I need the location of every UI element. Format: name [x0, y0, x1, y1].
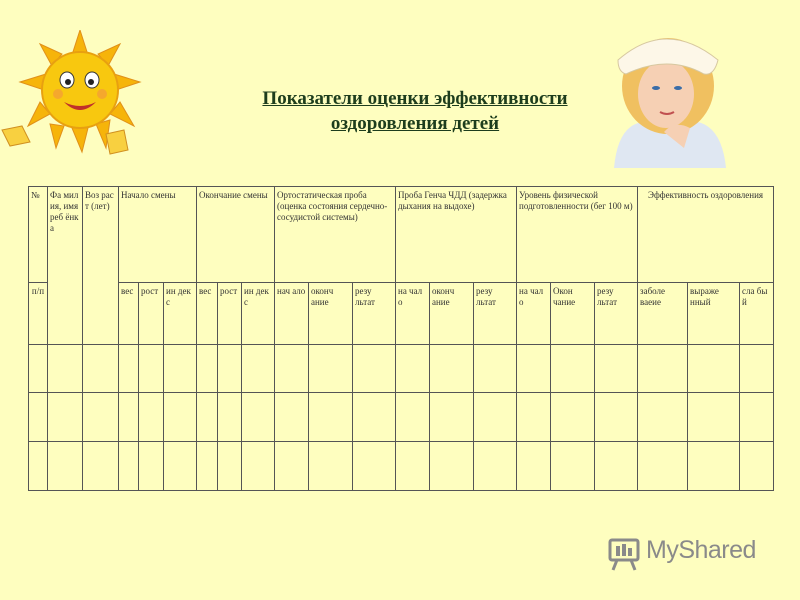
title-line-1: Показатели оценки эффективности	[262, 88, 568, 109]
sub-genchi-end: оконч ание	[430, 283, 474, 344]
myshared-logo-text: MyShared	[646, 536, 756, 564]
header-num-sub: п/п	[29, 283, 48, 344]
sub-end-weight: вес	[197, 283, 218, 344]
header-genchi: Проба Генча ЧДД (задержка дыхания на выдохе)	[396, 187, 517, 283]
sub-ortho-end: оконч ание	[309, 283, 353, 344]
title-line-2: оздоровления детей	[330, 113, 500, 134]
header-start-shift: Начало смены	[119, 187, 197, 283]
header-physical: Уровень физической подготовленности (бег 100 м)	[517, 187, 638, 283]
efficiency-table	[28, 186, 774, 491]
myshared-logo-icon	[607, 537, 643, 571]
sub-ortho-start: нач ало	[275, 283, 309, 344]
sub-start-index: ин дек с	[164, 283, 197, 344]
header-end-shift: Окончание смены	[197, 187, 275, 283]
header-name: Фа мил ия, имя реб ёнк а	[48, 187, 83, 345]
sub-effect-strong: выраже нный	[688, 283, 740, 344]
sub-start-height: рост	[139, 283, 164, 344]
sub-ortho-result: резу льтат	[353, 283, 396, 344]
table-row	[29, 393, 774, 442]
table-row	[29, 344, 774, 393]
sub-genchi-start: на чал о	[396, 283, 430, 344]
sub-end-index: ин дек с	[242, 283, 275, 344]
table-row	[29, 442, 774, 491]
sub-end-height: рост	[218, 283, 242, 344]
sub-effect-weak: сла бы й	[740, 283, 774, 344]
sub-physical-start: на чал о	[517, 283, 551, 344]
header-orthostatic: Ортостатическая проба (оценка состояния сердечно-сосудистой системы)	[275, 187, 396, 283]
sun-illustration	[0, 30, 150, 160]
sub-effect-sick: заболе ваеие	[638, 283, 688, 344]
sub-genchi-result: резу льтат	[474, 283, 517, 344]
header-effectiveness: Эффективность оздоровления	[638, 187, 774, 283]
header-num: №	[29, 187, 48, 283]
girl-illustration	[604, 24, 730, 168]
sub-physical-end: Окон чание	[551, 283, 595, 344]
sub-start-weight: вес	[119, 283, 139, 344]
page-title	[220, 86, 610, 136]
header-age: Воз рас т (лет)	[83, 187, 119, 345]
sub-physical-result: резу льтат	[595, 283, 638, 344]
